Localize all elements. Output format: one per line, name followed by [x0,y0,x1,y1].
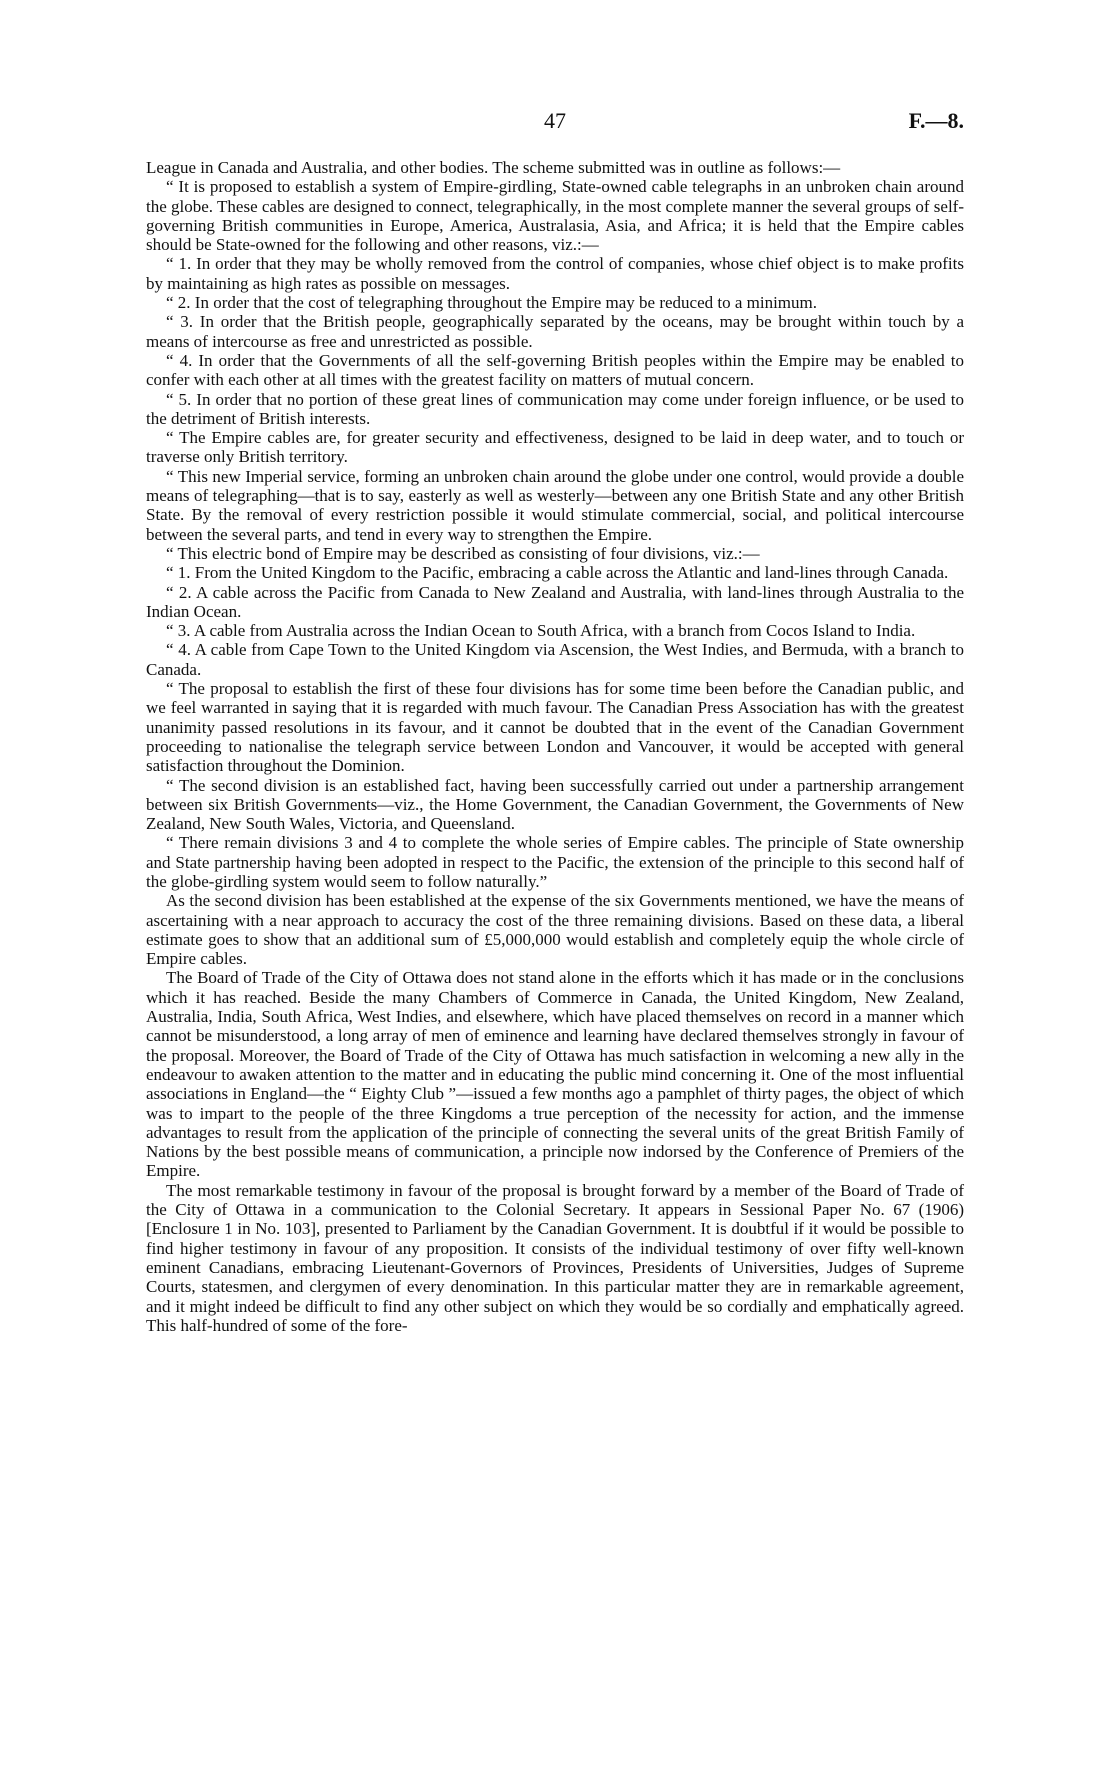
paragraph: “ This new Imperial service, forming an unbroken chain around the globe under one control, would provide a double means of telegraphing—that is to say, easterly as well as westerly—between any one British State and any other British State. By the removal of every restriction possible it would stimulate commercial, social, and political intercourse between the several parts, and tend in every way to strengthen the Empire. [146,466,964,544]
body-text [146,158,964,1335]
paragraph: “ 2. In order that the cost of telegraphing throughout the Empire may be reduced to a minimum. [166,293,818,313]
paragraph: “ 4. A cable from Cape Town to the United Kingdom via Ascension, the West Indies, and Bermuda, with a branch to Canada. [146,640,964,679]
paragraph: “ This electric bond of Empire may be described as consisting of four divisions, viz.:— [166,543,760,563]
paragraph: “ 1. In order that they may be wholly removed from the control of companies, whose chief object is to make profits by maintaining as high rates as possible on messages. [146,254,964,293]
paragraph: As the second division has been established at the expense of the six Governments mentioned, we have the means of ascertaining with a near approach to accuracy the cost of the three remaining divisions. Based on these data, a liberal estimate goes to show that an additional sum of £5,000,000 would establish and completely equip the whole circle of Empire cables. [146,891,964,969]
page-number: 47 [544,108,566,133]
paragraph: “ The second division is an established fact, having been successfully carried out under a partnership arrangement between six British Governments—viz., the Home Government, the Canadian Government, the Governments of New Zealand, New South Wales, Victoria, and Queensland. [146,775,964,834]
paragraph: “ The Empire cables are, for greater security and effectiveness, designed to be laid in deep water, and to touch or traverse only British territory. [146,428,964,467]
paragraph: “ 2. A cable across the Pacific from Canada to New Zealand and Australia, with land-lines through Australia to the Indian Ocean. [146,582,964,621]
paragraph: “ It is proposed to establish a system of Empire-girdling, State-owned cable telegraphs in an unbroken chain around the globe. These cables are designed to connect, telegraphically, in the most complete manner the several groups of self-governing British communities in Europe, America, Australasia, Asia, and Africa; it is held that the Empire cables should be State-owned for the following and other reasons, viz.:— [146,177,964,255]
paragraph: “ 4. In order that the Governments of all the self-governing British peoples within the Empire may be enabled to confer with each other at all times with the greatest facility on matters of mutual concern. [146,350,964,390]
paragraph: “ 3. In order that the British people, geographically separated by the oceans, may be brought within touch by a means of intercourse as free and unrestricted as possible. [146,312,964,351]
paragraph: The Board of Trade of the City of Ottawa does not stand alone in the efforts which it has made or in the conclusions which it has reached. Beside the many Chambers of Commerce in Canada, the United Kingdom, New Zealand, Australia, India, South Africa, West Indies, and elsewhere, which have placed themselves on record in a manner which cannot be misunderstood, a long array of men of eminence and learning have declared themselves strongly in favour of the proposal. Moreover, the Board of Trade of the City of Ottawa has much satisfaction in welcoming a new ally in the endeavour to awaken attention to the matter and in educating the public mind concerning it. One of the most influential associations in England—the “ Eighty Club ”—issued a few months ago a pamphlet of thirty pages, the object of which was to impart to the people of the three Kingdoms a true perception of the necessity for action, and the immense advantages to result from the application of the principle of connecting the several units of the great British Family of Nations by the best possible means of communication, a principle now indorsed by the Conference of Premiers of the Empire. [146,968,964,1181]
paragraph: “ There remain divisions 3 and 4 to complete the whole series of Empire cables. The principle of State ownership and State partnership having been adopted in respect to the Pacific, the extension of the principle to this second half of the globe-girdling system would seem to follow naturally.” [146,833,964,891]
paragraph: “ 5. In order that no portion of these great lines of communication may come under foreign influence, or be used to the detriment of British interests. [146,389,964,428]
paragraph: “ 1. From the United Kingdom to the Pacific, embracing a cable across the Atlantic and land-lines through Canada. [166,563,949,583]
document-reference: F.—8. [908,108,964,133]
paragraph: League in Canada and Australia, and other bodies. The scheme submitted was in outline as follows:— [146,158,841,177]
paragraph: “ The proposal to establish the first of these four divisions has for some time been before the Canadian public, and we feel warranted in saying that it is regarded with much favour. The Canadian Press Association has with the greatest unanimity passed resolutions in its favour, and it cannot be doubted that in the event of the Canadian Government proceeding to nationalise the telegraph service between London and Vancouver, it would be accepted with general satisfaction throughout the Dominion. [146,679,964,776]
paragraph: “ 3. A cable from Australia across the Indian Ocean to South Africa, with a branch from Cocos Island to India. [166,621,916,641]
page-header [146,106,964,140]
paragraph: The most remarkable testimony in favour of the proposal is brought forward by a member of the Board of Trade of the City of Ottawa in a communication to the Colonial Secretary. It appears in Sessional Paper No. 67 (1906) [Enclosure 1 in No. 103], presented to Parliament by the Canadian Government. It is doubtful if it would be possible to find higher testimony in favour of any proposition. It consists of the individual testimony of over fifty well-known eminent Canadians, embracing Lieutenant-Governors of Provinces, Presidents of Universities, Judges of Supreme Courts, statesmen, and clergymen of every denomination. In this particular matter they are in remarkable agreement, and it might indeed be difficult to find any other subject on which they would be so cordially and emphatically agreed. This half-hundred of some of the fore- [146,1180,964,1335]
